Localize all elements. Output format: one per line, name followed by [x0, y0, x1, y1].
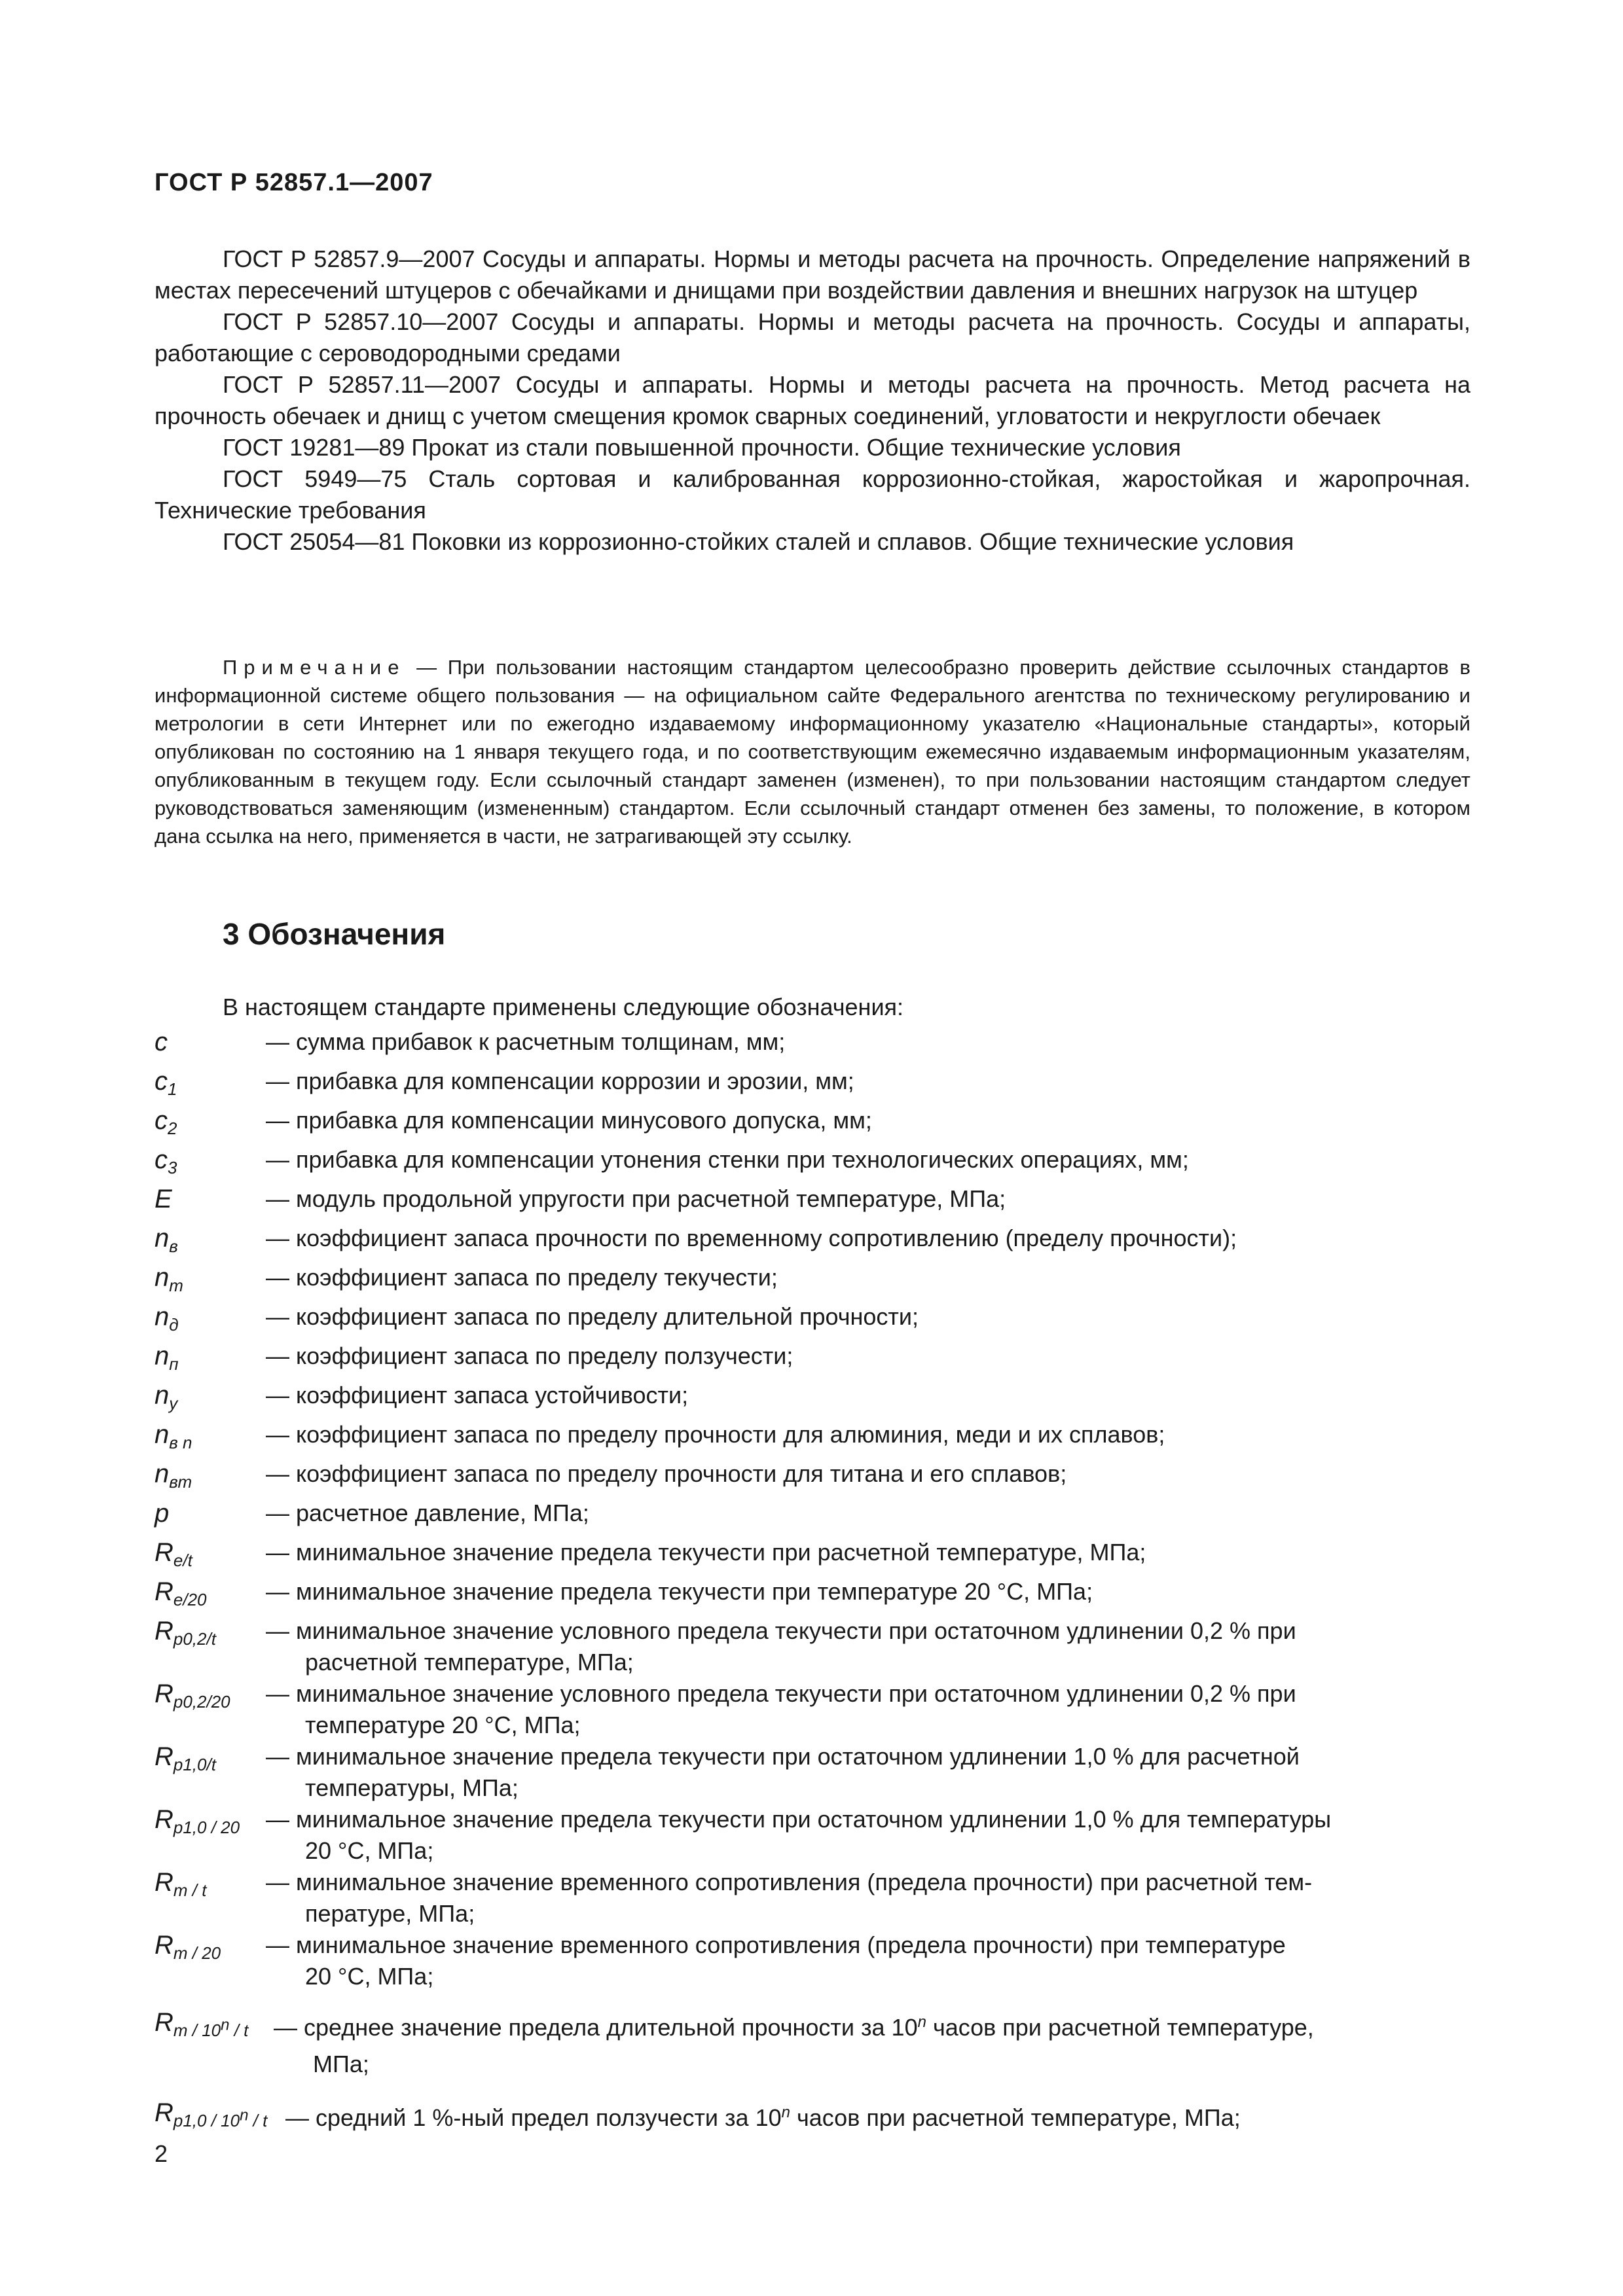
symbol: p	[155, 1499, 170, 1528]
symbol: $c_1$	[155, 1067, 177, 1099]
section-intro: В настоящем стандарте применены следующие обозначения:	[223, 994, 904, 1020]
symbol-row	[155, 2094, 1470, 2139]
symbol-definition: — коэффициент запаса по пределу ползучести;	[266, 1342, 793, 1369]
symbol-definition: — расчетное давление, МПа;	[266, 1499, 589, 1526]
symbol-definition: — минимальное значение временного сопротивления (предела прочности) при расчетной тем- пературе, МПа;	[266, 1869, 1313, 1927]
reference-item: ГОСТ Р 52857.11—2007 Сосуды и аппараты. Нормы и методы расчета на прочность. Метод расчета на прочность обечаек и днищ с учетом смещения кромок сварных соединений, угловатости и некруглости обечаек	[155, 371, 1470, 429]
symbol-definition: — прибавка для компенсации утонения стенки при технологических операциях, мм;	[266, 1146, 1189, 1173]
symbol-row	[155, 1301, 1470, 1340]
section-title: 3 Обозначения	[223, 917, 446, 951]
symbol: $n_{в n}$	[155, 1420, 192, 1452]
symbol: $n_т$	[155, 1263, 183, 1295]
symbol-definition: — прибавка для компенсации минусового допуска, мм;	[266, 1107, 872, 1134]
symbol: $n_д$	[155, 1302, 179, 1335]
symbol-definition: — минимальное значение условного предела текучести при остаточном удлинении 0,2 % при расчетной температуре, МПа;	[266, 1617, 1296, 1676]
symbol: E	[155, 1185, 172, 1213]
symbol-row	[155, 1419, 1470, 1458]
symbol-definition: — минимальное значение предела текучести при расчетной температуре, МПа;	[266, 1539, 1146, 1566]
symbol-definition: — коэффициент запаса по пределу прочности для алюминия, меди и их сплавов;	[266, 1421, 1165, 1448]
reference-item: ГОСТ Р 52857.9—2007 Сосуды и аппараты. Нормы и методы расчета на прочность. Определение напряжений в местах пересечений штуцеров с обечайками и днищами при воздействии давления и внешних нагрузок на штуцер	[155, 245, 1470, 304]
symbol-definition: — коэффициент запаса по пределу текучести;	[266, 1264, 778, 1291]
symbol-definition: — минимальное значение предела текучести при температуре 20 °С, МПа;	[266, 1578, 1093, 1605]
symbol-row	[155, 1929, 1470, 1992]
symbol-row	[155, 1223, 1470, 1262]
symbol-definition: — коэффициент запаса по пределу прочности для титана и его сплавов;	[266, 1460, 1067, 1487]
symbol-definition: — минимальное значение временного сопротивления (предела прочности) при температуре 20 °С, МПа;	[266, 1931, 1286, 1990]
symbol: $R_{p0,2/20}$	[155, 1679, 230, 1712]
symbol-definition: — минимальное значение условного предела текучести при остаточном удлинении 0,2 % при температуре 20 °С, МПа;	[266, 1680, 1296, 1738]
reference-item: ГОСТ 25054—81 Поковки из коррозионно-стойких сталей и сплавов. Общие технические условия	[223, 528, 1294, 555]
reference-item: ГОСТ 19281—89 Прокат из стали повышенной прочности. Общие технические условия	[223, 434, 1181, 461]
symbol: $R_{m / 20}$	[155, 1931, 221, 1963]
symbol-row	[155, 1262, 1470, 1301]
symbols-list	[155, 1026, 1470, 2139]
symbol: $R_{m / t}$	[155, 1868, 207, 1900]
symbol-row	[155, 1678, 1470, 1741]
reference-item: ГОСТ Р 52857.10—2007 Сосуды и аппараты. Нормы и методы расчета на прочность. Сосуды и аппараты, работающие с сероводородными средами	[155, 308, 1470, 367]
symbol-row	[155, 1867, 1470, 1929]
symbol: $n_{вт}$	[155, 1460, 192, 1492]
symbol: c	[155, 1028, 168, 1056]
symbol-definition: — коэффициент запаса прочности по временному сопротивлению (пределу прочности);	[266, 1225, 1237, 1251]
symbol: $n_в$	[155, 1224, 178, 1256]
reference-item: ГОСТ 5949—75 Сталь сортовая и калиброванная коррозионно-стойкая, жаростойкая и жаропрочная. Технические требования	[155, 465, 1470, 524]
symbol: $n_у$	[155, 1381, 178, 1413]
symbol-row	[155, 1615, 1470, 1678]
symbol-row	[155, 1340, 1470, 1380]
symbol-row	[155, 1183, 1470, 1223]
symbol-row	[155, 1804, 1470, 1867]
symbol-row	[155, 1380, 1470, 1419]
page-number: 2	[155, 2140, 168, 2167]
note-paragraph	[155, 653, 1470, 850]
document-header: ГОСТ Р 52857.1—2007	[155, 169, 433, 196]
symbol-definition: — коэффициент запаса по пределу длительной прочности;	[266, 1303, 919, 1330]
note-label: Примечание	[223, 656, 406, 679]
symbol-definition: — минимальное значение предела текучести при остаточном удлинении 1,0 % для температуры 20 °С, МПа;	[266, 1806, 1332, 1864]
references-list	[155, 243, 1470, 558]
symbol-definition: — средний 1 %-ный предел ползучести за 10$^n$ часов при расчетной температуре, МПа;	[285, 2104, 1241, 2131]
symbol: $R_{m / 10^n / t}$	[155, 2008, 249, 2040]
symbol-row	[155, 2004, 1470, 2083]
symbol: $R_{p0,2/t}$	[155, 1617, 216, 1649]
note-text: — При пользовании настоящим стандартом целесообразно проверить действие ссылочных стандартов в информационной системе общего пользования — на официальном сайте Федерального агентства по техническому регулированию и метрологии в сети Интернет или по ежегодно издаваемому информационному указателю «Национальные стандарты», который опубликован по состоянию на 1 января текущего года, и по соответствующим ежемесячно издаваемым информационным указателям, опубликованным в текущем году. Если ссылочный стандарт заменен (изменен), то при пользовании настоящим стандартом следует руководствоваться заменяющим (измененным) стандартом. Если ссылочный стандарт отменен без замены, то положение, в котором дана ссылка на него, применяется в части, не затрагивающей эту ссылку.	[155, 656, 1470, 848]
symbol-definition: — минимальное значение предела текучести при остаточном удлинении 1,0 % для расчетной температуры, МПа;	[266, 1743, 1300, 1801]
symbol: $R_{e/20}$	[155, 1577, 207, 1609]
symbol: $R_{p1,0 / 10^n / t}$	[155, 2098, 268, 2130]
symbol-definition: — коэффициент запаса устойчивости;	[266, 1382, 689, 1408]
symbol-row	[155, 1741, 1470, 1804]
symbol: $c_3$	[155, 1145, 177, 1177]
symbol-row	[155, 1498, 1470, 1537]
symbol: $c_2$	[155, 1106, 177, 1138]
symbol-row	[155, 1537, 1470, 1576]
symbol-row	[155, 1066, 1470, 1105]
symbol: $R_{p1,0 / 20}$	[155, 1805, 240, 1837]
symbol-definition: — среднее значение предела длительной прочности за 10$^n$ часов при расчетной температуре, МПа;	[274, 2013, 1314, 2077]
symbol-definition: — прибавка для компенсации коррозии и эрозии, мм;	[266, 1067, 854, 1094]
symbol-row	[155, 1458, 1470, 1498]
symbol-row	[155, 1026, 1470, 1066]
symbol-row	[155, 1576, 1470, 1615]
symbol-row	[155, 1105, 1470, 1144]
symbol-row	[155, 1144, 1470, 1183]
symbol-definition: — модуль продольной упругости при расчетной температуре, МПа;	[266, 1185, 1006, 1212]
symbol-definition: — сумма прибавок к расчетным толщинам, мм;	[266, 1028, 786, 1055]
symbol: $R_{e/t}$	[155, 1538, 192, 1570]
symbol: $n_п$	[155, 1342, 179, 1374]
symbol: $R_{p1,0/t}$	[155, 1742, 216, 1774]
